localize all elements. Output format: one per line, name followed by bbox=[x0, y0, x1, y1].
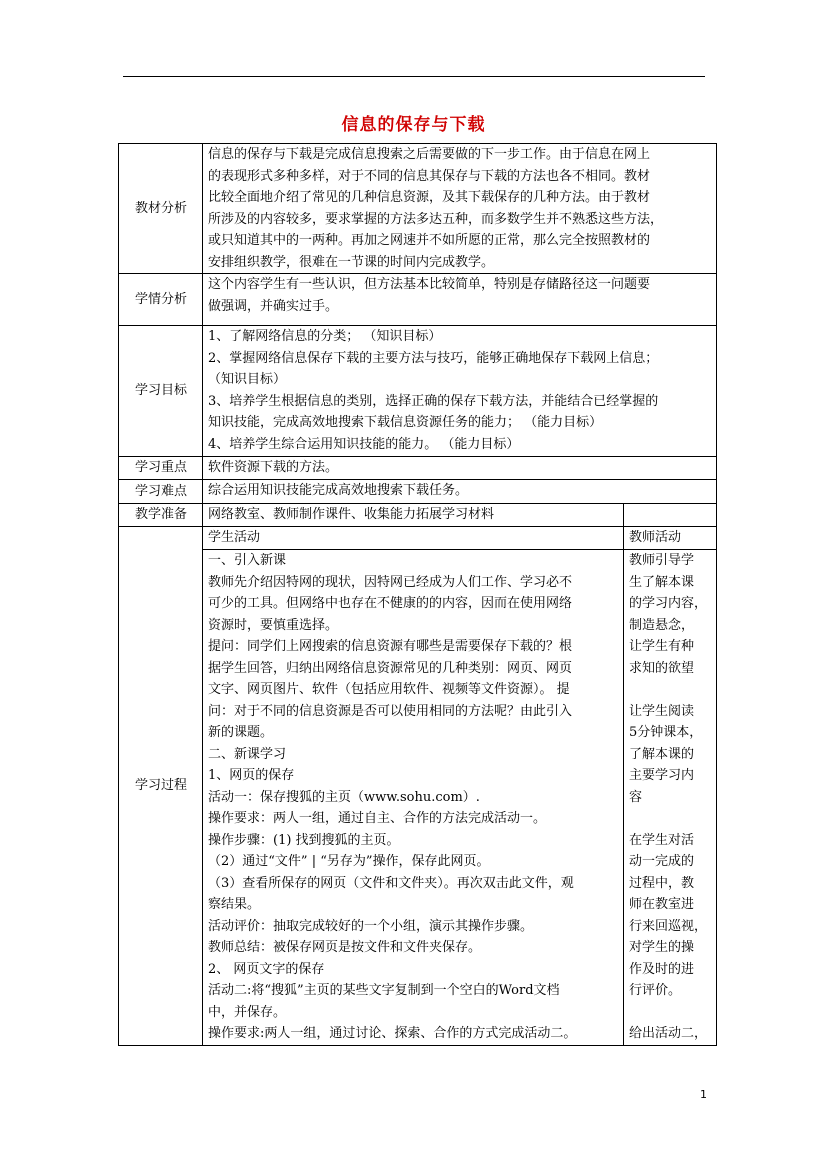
text-line: 据学生回答，归纳出网络信息资源常见的几种类别：网页、网页 bbox=[208, 660, 573, 676]
row-content bbox=[203, 326, 717, 457]
text-line: 活动一：保存搜狐的主页（www.sohu.com）. bbox=[208, 789, 480, 805]
text-line: 二、新课学习 bbox=[208, 746, 287, 762]
row-label: 学习目标 bbox=[119, 326, 203, 457]
text-line: 4、培养学生综合运用知识技能的能力。 （能力目标） bbox=[208, 436, 520, 452]
text-line: 给出活动二， bbox=[629, 1026, 708, 1041]
text-line: 一、引入新课 bbox=[208, 553, 287, 568]
text-line: 求知的欲望 bbox=[629, 660, 695, 676]
text-line: 资源时，要慎重选择。 bbox=[208, 617, 339, 633]
text-line: 的学习内容， bbox=[629, 596, 708, 611]
row-content bbox=[203, 144, 717, 274]
text-line: 2、掌握网络信息保存下载的主要方法与技巧，能够正确地保存下载网上信息； bbox=[208, 350, 659, 366]
row-label: 教学准备 bbox=[119, 504, 203, 527]
text-line: 知识技能，完成高效地搜索下载信息资源任务的能力； （能力目标） bbox=[208, 415, 603, 430]
text-line: 动一完成的 bbox=[629, 854, 695, 869]
text-line: 信息的保存与下载是完成信息搜索之后需要做的下一步工作。由于信息在网上 bbox=[208, 147, 651, 162]
text-line: 对学生的操 bbox=[629, 940, 695, 955]
text-line: 或只知道其中的一两种。再加之网速并不如所愿的正常，那么完全按照教材的 bbox=[208, 233, 651, 248]
text-line: 活动评价：抽取完成较好的一个小组，演示其操作步骤。 bbox=[208, 918, 534, 934]
text-line: 2、 网页文字的保存 bbox=[208, 961, 325, 977]
row-content: 网络教室、教师制作课件、收集能力拓展学习材料 bbox=[203, 504, 624, 527]
text-line: 新的课题。 bbox=[208, 725, 274, 740]
text-line: 师在教室进 bbox=[629, 897, 695, 912]
row-key-point bbox=[119, 457, 717, 480]
row-content bbox=[203, 274, 717, 326]
text-line: 这个内容学生有一些认识，但方法基本比较简单，特别是存储路径这一问题要 bbox=[208, 277, 651, 292]
row-label: 学习过程 bbox=[119, 527, 203, 1046]
text-line: 文字、网页图片、软件（包括应用软件、视频等文件资源）。 提 bbox=[208, 682, 570, 697]
header-rule bbox=[123, 76, 705, 77]
page-title: 信息的保存与下载 bbox=[341, 115, 486, 135]
teacher-activity-header: 教师活动 bbox=[624, 527, 717, 550]
text-line: 过程中，教 bbox=[629, 875, 695, 891]
row-content: 软件资源下载的方法。 bbox=[203, 457, 717, 480]
text-line: 3、培养学生根据信息的类别，选择正确的保存下载方法，并能结合已经掌握的 bbox=[208, 393, 659, 409]
text-line: 容 bbox=[629, 789, 643, 805]
text-line: 作及时的进 bbox=[629, 961, 695, 977]
text-line: 主要学习内 bbox=[629, 768, 695, 783]
row-label: 学情分析 bbox=[119, 274, 203, 326]
row-preparation bbox=[119, 504, 717, 527]
blank-line bbox=[629, 808, 712, 830]
blank-line bbox=[629, 679, 712, 701]
row-student-analysis bbox=[119, 274, 717, 326]
lesson-plan-table bbox=[118, 143, 717, 1046]
row-difficulty bbox=[119, 480, 717, 504]
text-line: 操作要求：两人一组，通过自主、合作的方法完成活动一。 bbox=[208, 811, 547, 826]
text-line: 比较全面地介绍了常见的几种信息资源，及其下载保存的几种方法。由于教材 bbox=[208, 190, 651, 205]
row-process-body bbox=[119, 550, 717, 1046]
row-label: 教材分析 bbox=[119, 144, 203, 274]
student-activity-content bbox=[203, 550, 624, 1046]
text-line: 所涉及的内容较多，要求掌握的方法多达五种，而多数学生并不熟悉这些方法， bbox=[208, 211, 664, 227]
row-content: 综合运用知识技能完成高效地搜索下载任务。 bbox=[203, 480, 717, 504]
text-line: 教师引导学 bbox=[629, 553, 695, 568]
empty-cell bbox=[624, 504, 717, 527]
text-line: 做强调，并确实过手。 bbox=[208, 298, 339, 314]
text-line: 教师总结：被保存网页是按文件和文件夹保存。 bbox=[208, 940, 482, 955]
text-line: （2）通过“文件” | “另存为”操作，保存此网页。 bbox=[208, 854, 490, 869]
text-line: 行来回巡视， bbox=[629, 918, 708, 934]
text-line: 可少的工具。但网络中也存在不健康的的内容，因而在使用网络 bbox=[208, 596, 573, 611]
text-line: 操作要求:两人一组，通过讨论、探索、合作的方式完成活动二。 bbox=[208, 1026, 577, 1041]
text-line: 提问：同学们上网搜索的信息资源有哪些是需要保存下载的？根 bbox=[208, 639, 573, 654]
text-line: 让学生阅读 bbox=[629, 703, 695, 719]
row-learning-goals bbox=[119, 326, 717, 457]
text-line: 中，并保存。 bbox=[208, 1004, 287, 1020]
text-line: 1、网页的保存 bbox=[208, 768, 295, 783]
text-line: 问：对于不同的信息资源是否可以使用相同的方法呢？由此引入 bbox=[208, 703, 573, 719]
blank-line bbox=[629, 1002, 712, 1024]
text-line: 行评价。 bbox=[629, 983, 682, 998]
text-line: 1、了解网络信息的分类； （知识目标） bbox=[208, 329, 442, 344]
teacher-activity-content bbox=[624, 550, 717, 1046]
text-line: 生了解本课 bbox=[629, 574, 695, 590]
row-label: 学习难点 bbox=[119, 480, 203, 504]
row-textbook-analysis bbox=[119, 144, 717, 274]
text-line: （知识目标） bbox=[208, 372, 287, 387]
text-line: （3）查看所保存的网页（文件和文件夹）。再次双击此文件，观 bbox=[208, 875, 574, 891]
text-line: 活动二:将“搜狐”主页的某些文字复制到一个空白的Word文档 bbox=[208, 983, 560, 998]
row-label: 学习重点 bbox=[119, 457, 203, 480]
text-line: 让学生有种 bbox=[629, 639, 695, 654]
page-number: 1 bbox=[700, 1088, 707, 1101]
text-line: 的表现形式多种多样，对于不同的信息其保存与下载的方法也各不相同。教材 bbox=[208, 168, 651, 184]
text-line: 操作步骤：(1) 找到搜狐的主页。 bbox=[208, 832, 400, 848]
row-process-header bbox=[119, 527, 717, 550]
text-line: 安排组织教学，很难在一节课的时间内完成教学。 bbox=[208, 254, 495, 270]
text-line: 察结果。 bbox=[208, 897, 261, 912]
text-line: 5分钟课本， bbox=[629, 725, 703, 740]
text-line: 制造悬念， bbox=[629, 617, 695, 633]
text-line: 了解本课的 bbox=[629, 746, 695, 762]
text-line: 教师先介绍因特网的现状，因特网已经成为人们工作、学习必不 bbox=[208, 574, 573, 590]
text-line: 在学生对活 bbox=[629, 832, 695, 848]
student-activity-header: 学生活动 bbox=[203, 527, 624, 550]
